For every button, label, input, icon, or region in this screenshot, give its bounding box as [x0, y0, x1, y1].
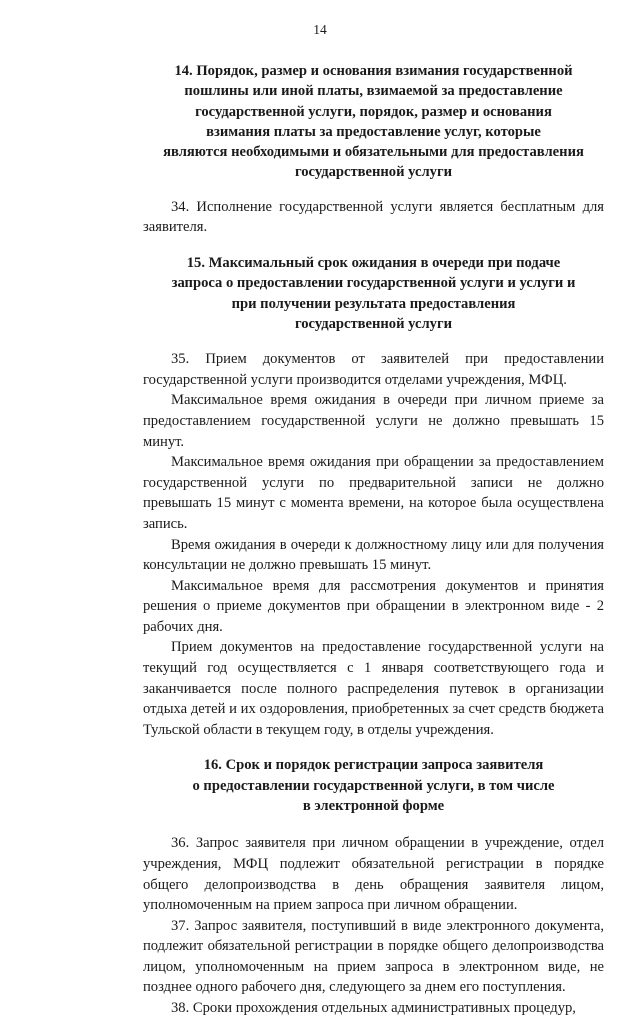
heading-line: 16. Срок и порядок регистрации запроса заявителя [203, 757, 544, 774]
section-15-heading [143, 253, 604, 334]
paragraph-annual-acceptance: Прием документов на предоставление государственной услуги на текущий год осуществляется с 1 января соответствующего года и заканчивается после полного распределения путевок в организации отдыха детей и их оздоровления, приобретенных за счет средств бюджета Тульской области в текущем году, в отделы учреждения. [143, 639, 604, 738]
heading-line: являются необходимыми и обязательными для предоставления [163, 144, 584, 161]
heading-line: государственной услуги [294, 315, 453, 332]
heading-line: государственной услуги, порядок, размер и основания [195, 103, 552, 120]
paragraph-38: 38. Сроки прохождения отдельных административных процедур, [171, 1000, 576, 1017]
section-14-heading [143, 61, 604, 183]
section-16-heading [143, 755, 604, 816]
paragraph-wait-time-consultation: Время ожидания в очереди к должностному лицу или для получения консультации не должно превышать 15 минут. [143, 536, 604, 574]
heading-line: 14. Порядок, размер и основания взимания государственной [174, 63, 573, 79]
heading-line: 15. Максимальный срок ожидания в очереди при подаче [186, 254, 561, 271]
paragraph-37: 37. Запрос заявителя, поступивший в виде электронного документа, подлежит обязательной регистрации в порядке общего делопроизводства лицом, уполномоченным на прием запроса в электронном виде, не позднее одного рабочего дня, следующего за днем его поступления. [143, 917, 604, 996]
paragraph-35: 35. Прием документов от заявителей при предоставлении государственной услуги производится отделами учреждения, МФЦ. [143, 351, 604, 388]
paragraph-wait-time-appointment: Максимальное время ожидания при обращении за предоставлением государственной услуги по предварительной записи не должно превышать 15 минут с момента времени, на которое была осуществлена запись. [143, 454, 604, 532]
heading-line: пошлины или иной платы, взимаемой за предоставление [184, 83, 563, 100]
document-body [143, 55, 604, 1019]
page-number: 14 [313, 22, 327, 37]
heading-line: запроса о предоставлении государственной услуги и услуги и [171, 275, 576, 292]
heading-line: в электронной форме [302, 798, 445, 815]
heading-line: взимания платы за предоставление услуг, которые [206, 123, 541, 140]
heading-line: при получении результата предоставления [231, 295, 516, 312]
heading-line: о предоставлении государственной услуги, в том числе [192, 777, 555, 794]
paragraph-wait-time-personal: Максимальное время ожидания в очереди при личном приеме за предоставлением государственной услуги не должно превышать 15 минут. [143, 392, 604, 450]
paragraph-34: 34. Исполнение государственной услуги является бесплатным для заявителя. [143, 198, 604, 236]
paragraph-electronic-review-time: Максимальное время для рассмотрения документов и принятия решения о приеме документов при обращении в электронном виде - 2 рабочих дня. [143, 577, 604, 635]
heading-line: государственной услуги [294, 164, 453, 181]
paragraph-36: 36. Запрос заявителя при личном обращении в учреждение, отдел учреждения, МФЦ подлежит обязательной регистрации в порядке общего делопроизводства в день обращения заявителя лицом, уполномоченным на прием запроса при личном обращении. [143, 835, 604, 914]
